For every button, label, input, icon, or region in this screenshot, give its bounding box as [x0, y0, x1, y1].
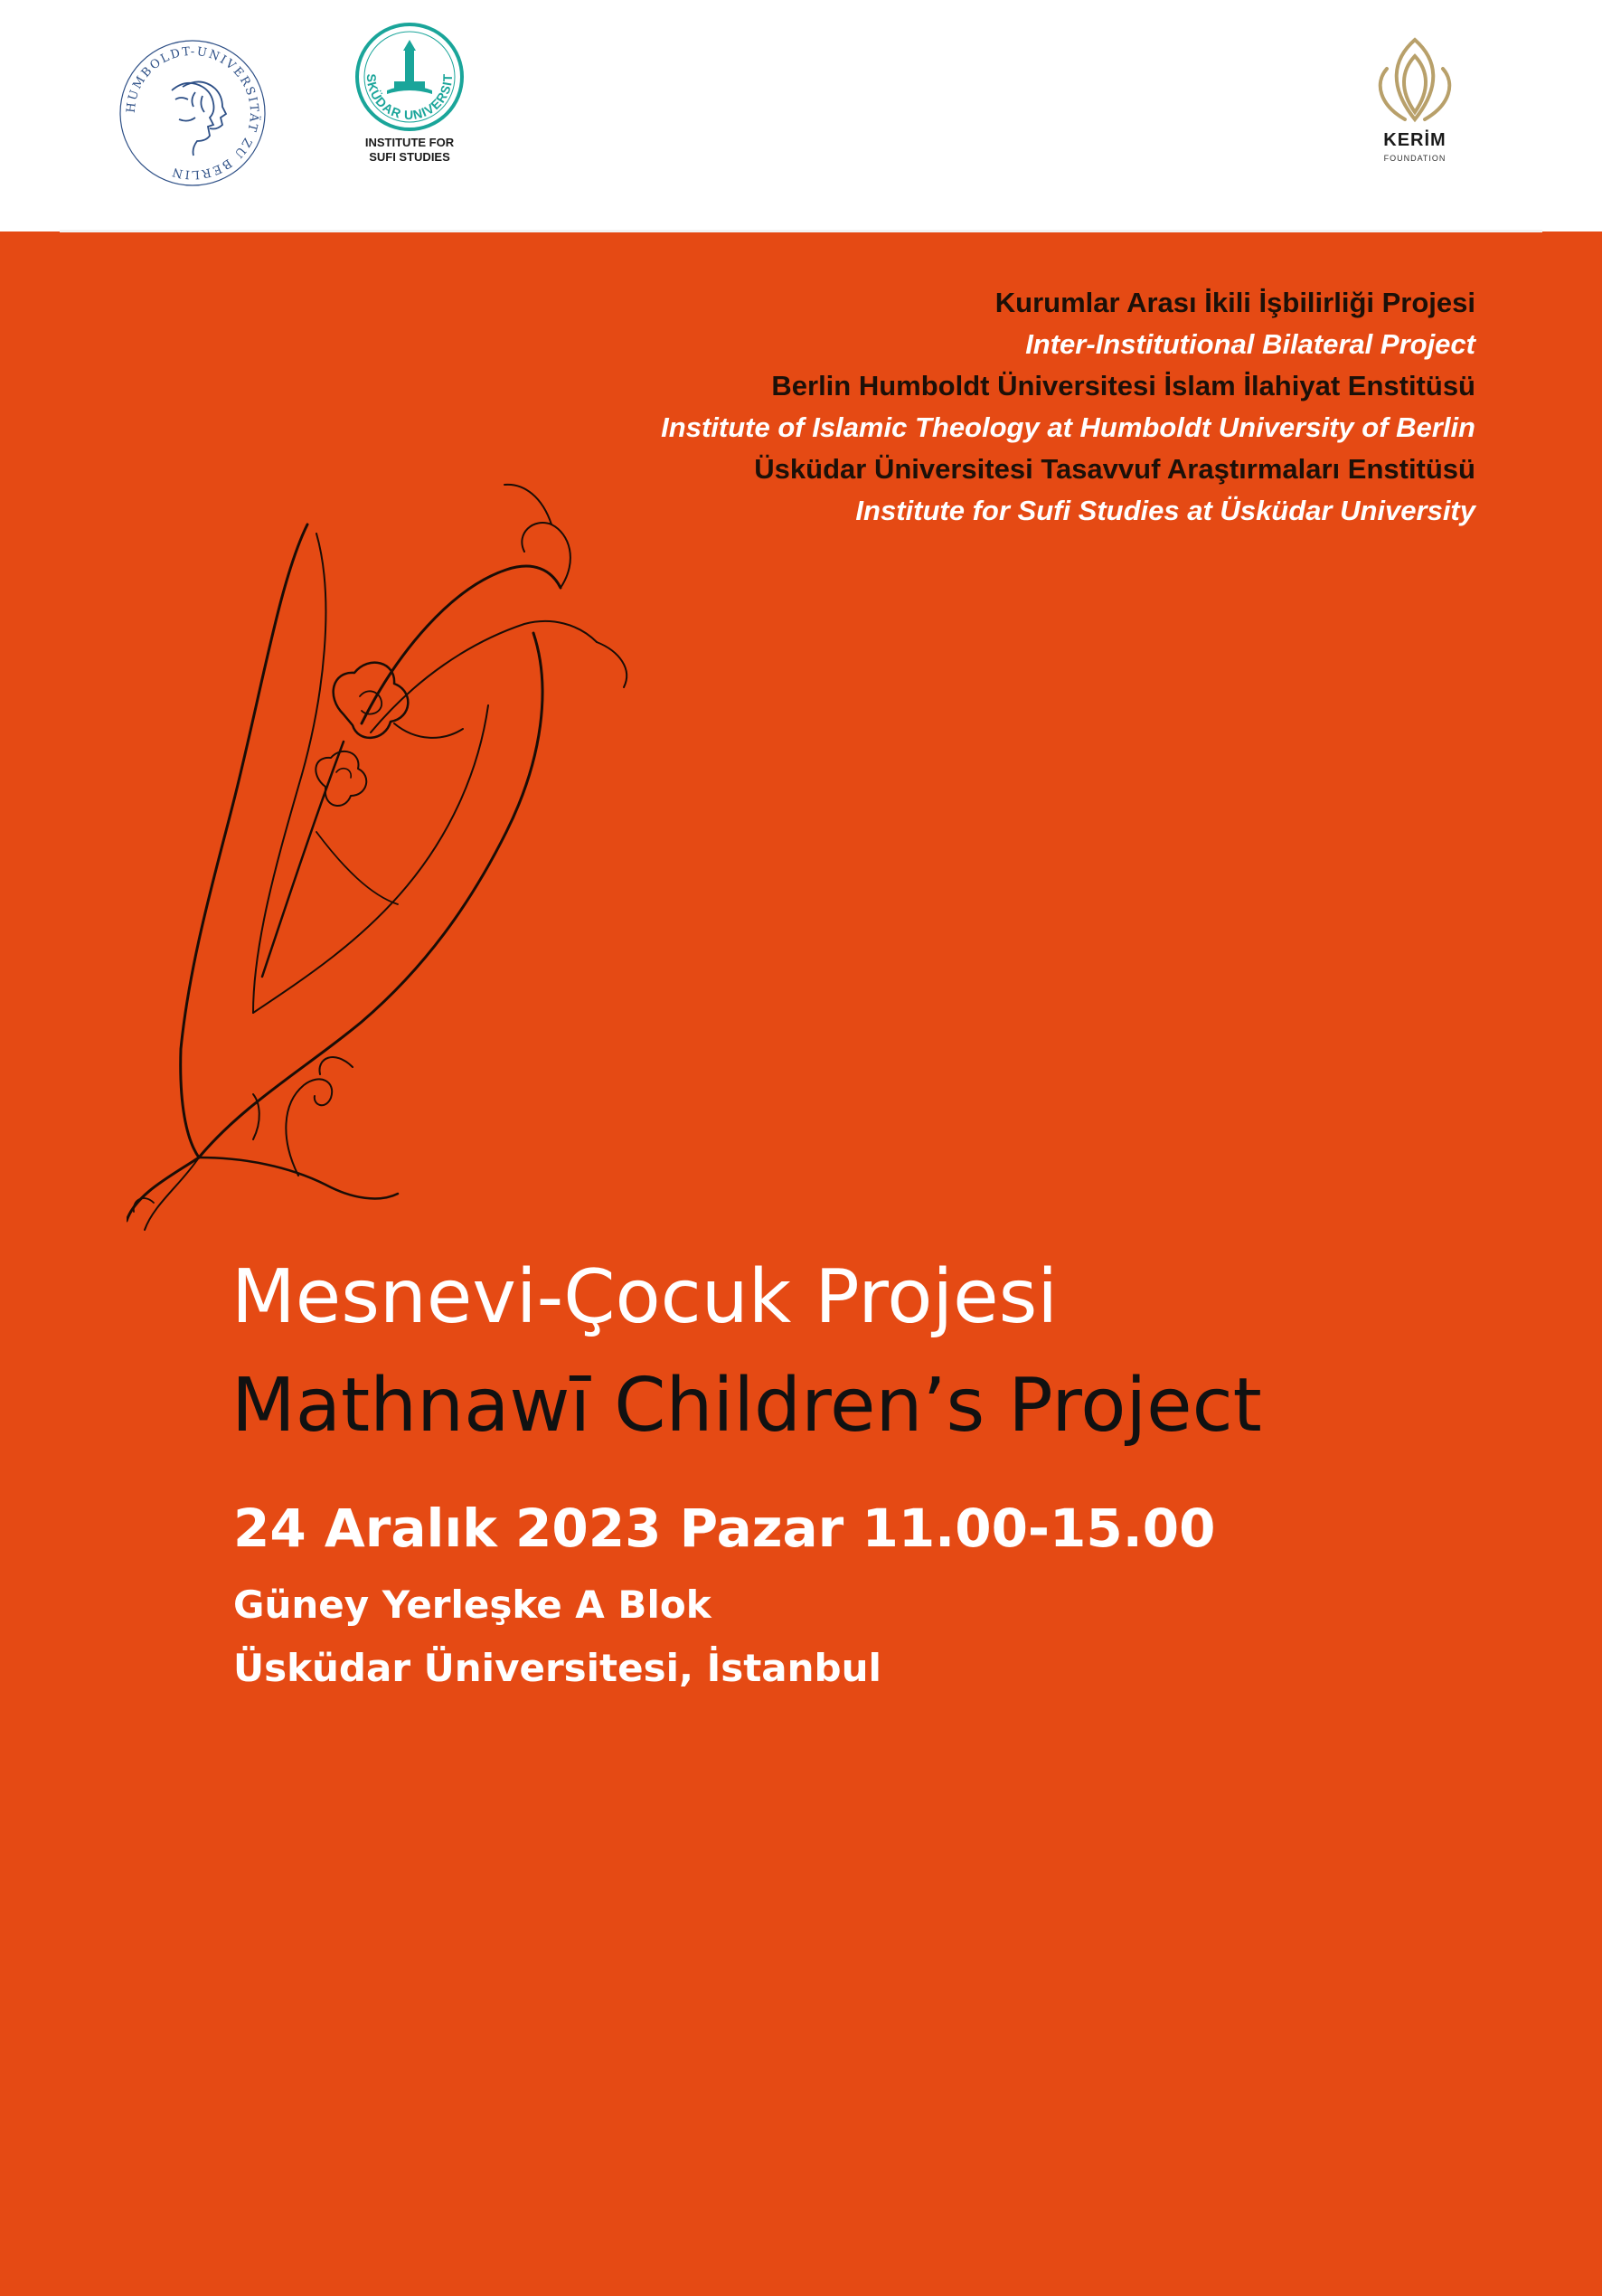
tulip-ornament-icon [127, 470, 705, 1248]
institution-line: Kurumlar Arası İkili İşbilirliği Projesi [994, 287, 1475, 318]
uskudar-university-logo [351, 18, 468, 172]
header-logo-bar [0, 0, 1602, 231]
uskudar-caption-line2: SUFI STUDIES [369, 150, 450, 164]
kerim-logo-title: KERİM [1383, 130, 1447, 150]
uskudar-logo-text: SKÜDAR UNIVERSIT [363, 72, 456, 123]
event-title-turkish: Mesnevi-Çocuk Projesi [231, 1254, 1059, 1340]
institution-line: Inter-Institutional Bilateral Project [1025, 328, 1475, 360]
kerim-foundation-logo [1365, 33, 1465, 177]
institution-line: Üsküdar Üniversitesi Tasavvuf Araştırmaları Enstitüsü [754, 453, 1475, 485]
event-venue [233, 1573, 881, 1700]
event-title-block [231, 1248, 1542, 1465]
event-date: 24 Aralık 2023 Pazar 11.00-15.00 [233, 1498, 1216, 1559]
humboldt-seal-text: HUMBOLDT-UNIVERSITÄT ZU BERLIN [124, 44, 261, 182]
header-divider [60, 230, 1542, 232]
kerim-logo-subtitle: FOUNDATION [1383, 154, 1447, 163]
venue-line: Üsküdar Üniversitesi, İstanbul [233, 1646, 881, 1690]
institution-line: Institute of Islamic Theology at Humboldt University of Berlin [661, 411, 1475, 443]
humboldt-seal-logo [116, 36, 269, 190]
institution-line: Institute for Sufi Studies at Üsküdar University [855, 495, 1475, 526]
svg-text:HUMBOLDT-UNIVERSITÄT ZU BERLIN [125, 45, 263, 181]
institution-line: Berlin Humboldt Üniversitesi İslam İlahiyat Enstitüsü [771, 370, 1475, 402]
event-title-english: Mathnawī Children’s Project [231, 1363, 1262, 1449]
venue-line: Güney Yerleşke A Blok [233, 1583, 711, 1627]
uskudar-caption-line1: INSTITUTE FOR [364, 136, 455, 149]
